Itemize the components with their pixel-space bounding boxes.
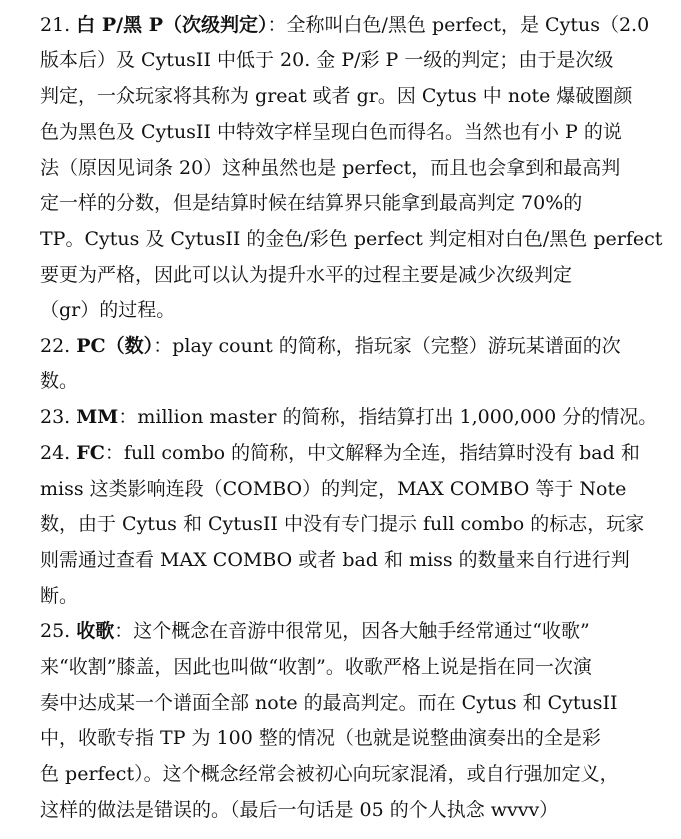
entry-text: full combo 的简称，中文解释为全连，指结算时没有 bad 和 xyxy=(123,442,640,464)
term-separator: ： xyxy=(153,335,173,357)
entry-24-line-1 xyxy=(40,441,640,465)
term-separator: ： xyxy=(104,442,124,464)
entry-24-line-5: 断。 xyxy=(40,585,79,607)
entry-23-line-1 xyxy=(40,405,657,429)
entry-number: 21. xyxy=(40,14,71,36)
entry-22-line-1 xyxy=(40,334,621,358)
entry-25-line-5: 色 perfect）。这个概念经常会被初心向玩家混淆，或自行强加定义， xyxy=(40,763,619,785)
entry-term: FC xyxy=(76,442,105,464)
entry-21-line-9: （gr）的过程。 xyxy=(40,299,176,321)
entry-22-line-2: 数。 xyxy=(40,370,79,392)
term-separator: ： xyxy=(118,406,138,428)
entry-number: 22. xyxy=(40,335,71,357)
entry-21-line-2: 版本后）及 CytusII 中低于 20. 金 P/彩 P 一级的判定；由于是次级 xyxy=(40,49,614,71)
entry-term: MM xyxy=(76,406,119,428)
entry-25-line-3: 奏中达成某一个谱面全部 note 的最高判定。而在 Cytus 和 CytusII xyxy=(40,692,618,714)
entry-number: 25. xyxy=(40,620,71,642)
entry-text: million master 的简称，指结算打出 1,000,000 分的情况。 xyxy=(137,406,658,428)
entry-number: 23. xyxy=(40,406,71,428)
entry-21-line-8: 要更为严格，因此可以认为提升水平的过程主要是减少次级判定 xyxy=(40,264,573,286)
entry-number: 24. xyxy=(40,442,71,464)
entry-25-line-6: 这样的做法是错误的。（最后一句话是 05 的个人执念 wvvv） xyxy=(40,799,559,821)
entry-text: 全称叫白色/黑色 perfect，是 Cytus（2.0 xyxy=(286,14,650,36)
entry-24-line-4: 则需通过查看 MAX COMBO 或者 bad 和 miss 的数量来自行进行判 xyxy=(40,549,630,571)
entry-25-line-2: 来“收割”膝盖，因此也叫做“收割”。收歌严格上说是指在同一次演 xyxy=(40,656,592,678)
entry-21-line-1 xyxy=(40,13,649,37)
term-separator: ： xyxy=(114,620,134,642)
entry-text: play count 的简称，指玩家（完整）游玩某谱面的次 xyxy=(172,335,621,357)
entry-21-line-7: TP。Cytus 及 CytusII 的金色/彩色 perfect 判定相对白色/黑色 perfect xyxy=(40,228,663,250)
term-separator: ： xyxy=(267,14,287,36)
entry-term: 白 P/黑 P（次级判定） xyxy=(76,14,268,36)
entry-21-line-3: 判定，一众玩家将其称为 great 或者 gr。因 Cytus 中 note 爆破圈颜 xyxy=(40,85,633,107)
entry-21-line-6: 定一样的分数，但是结算时候在结算界只能拿到最高判定 70%的 xyxy=(40,192,583,214)
entry-21-line-4: 色为黑色及 CytusII 中特效字样呈现白色而得名。当然也有小 P 的说 xyxy=(40,121,622,143)
entry-24-line-2: miss 这类影响连段（COMBO）的判定，MAX COMBO 等于 Note xyxy=(40,478,627,500)
entry-term: 收歌 xyxy=(76,620,115,642)
entry-25-line-4: 中，收歌专指 TP 为 100 整的情况（也就是说整曲演奏出的全是彩 xyxy=(40,727,601,749)
entry-24-line-3: 数，由于 Cytus 和 CytusII 中没有专门提示 full combo 的标志，玩家 xyxy=(40,513,645,535)
entry-text: 这个概念在音游中很常见，因各大触手经常通过“收歌” xyxy=(133,620,590,642)
entry-25-line-1 xyxy=(40,619,590,643)
entry-21-line-5: 法（原因见词条 20）这种虽然也是 perfect，而且也会拿到和最高判 xyxy=(40,157,621,179)
entry-term: PC（数） xyxy=(76,335,154,357)
